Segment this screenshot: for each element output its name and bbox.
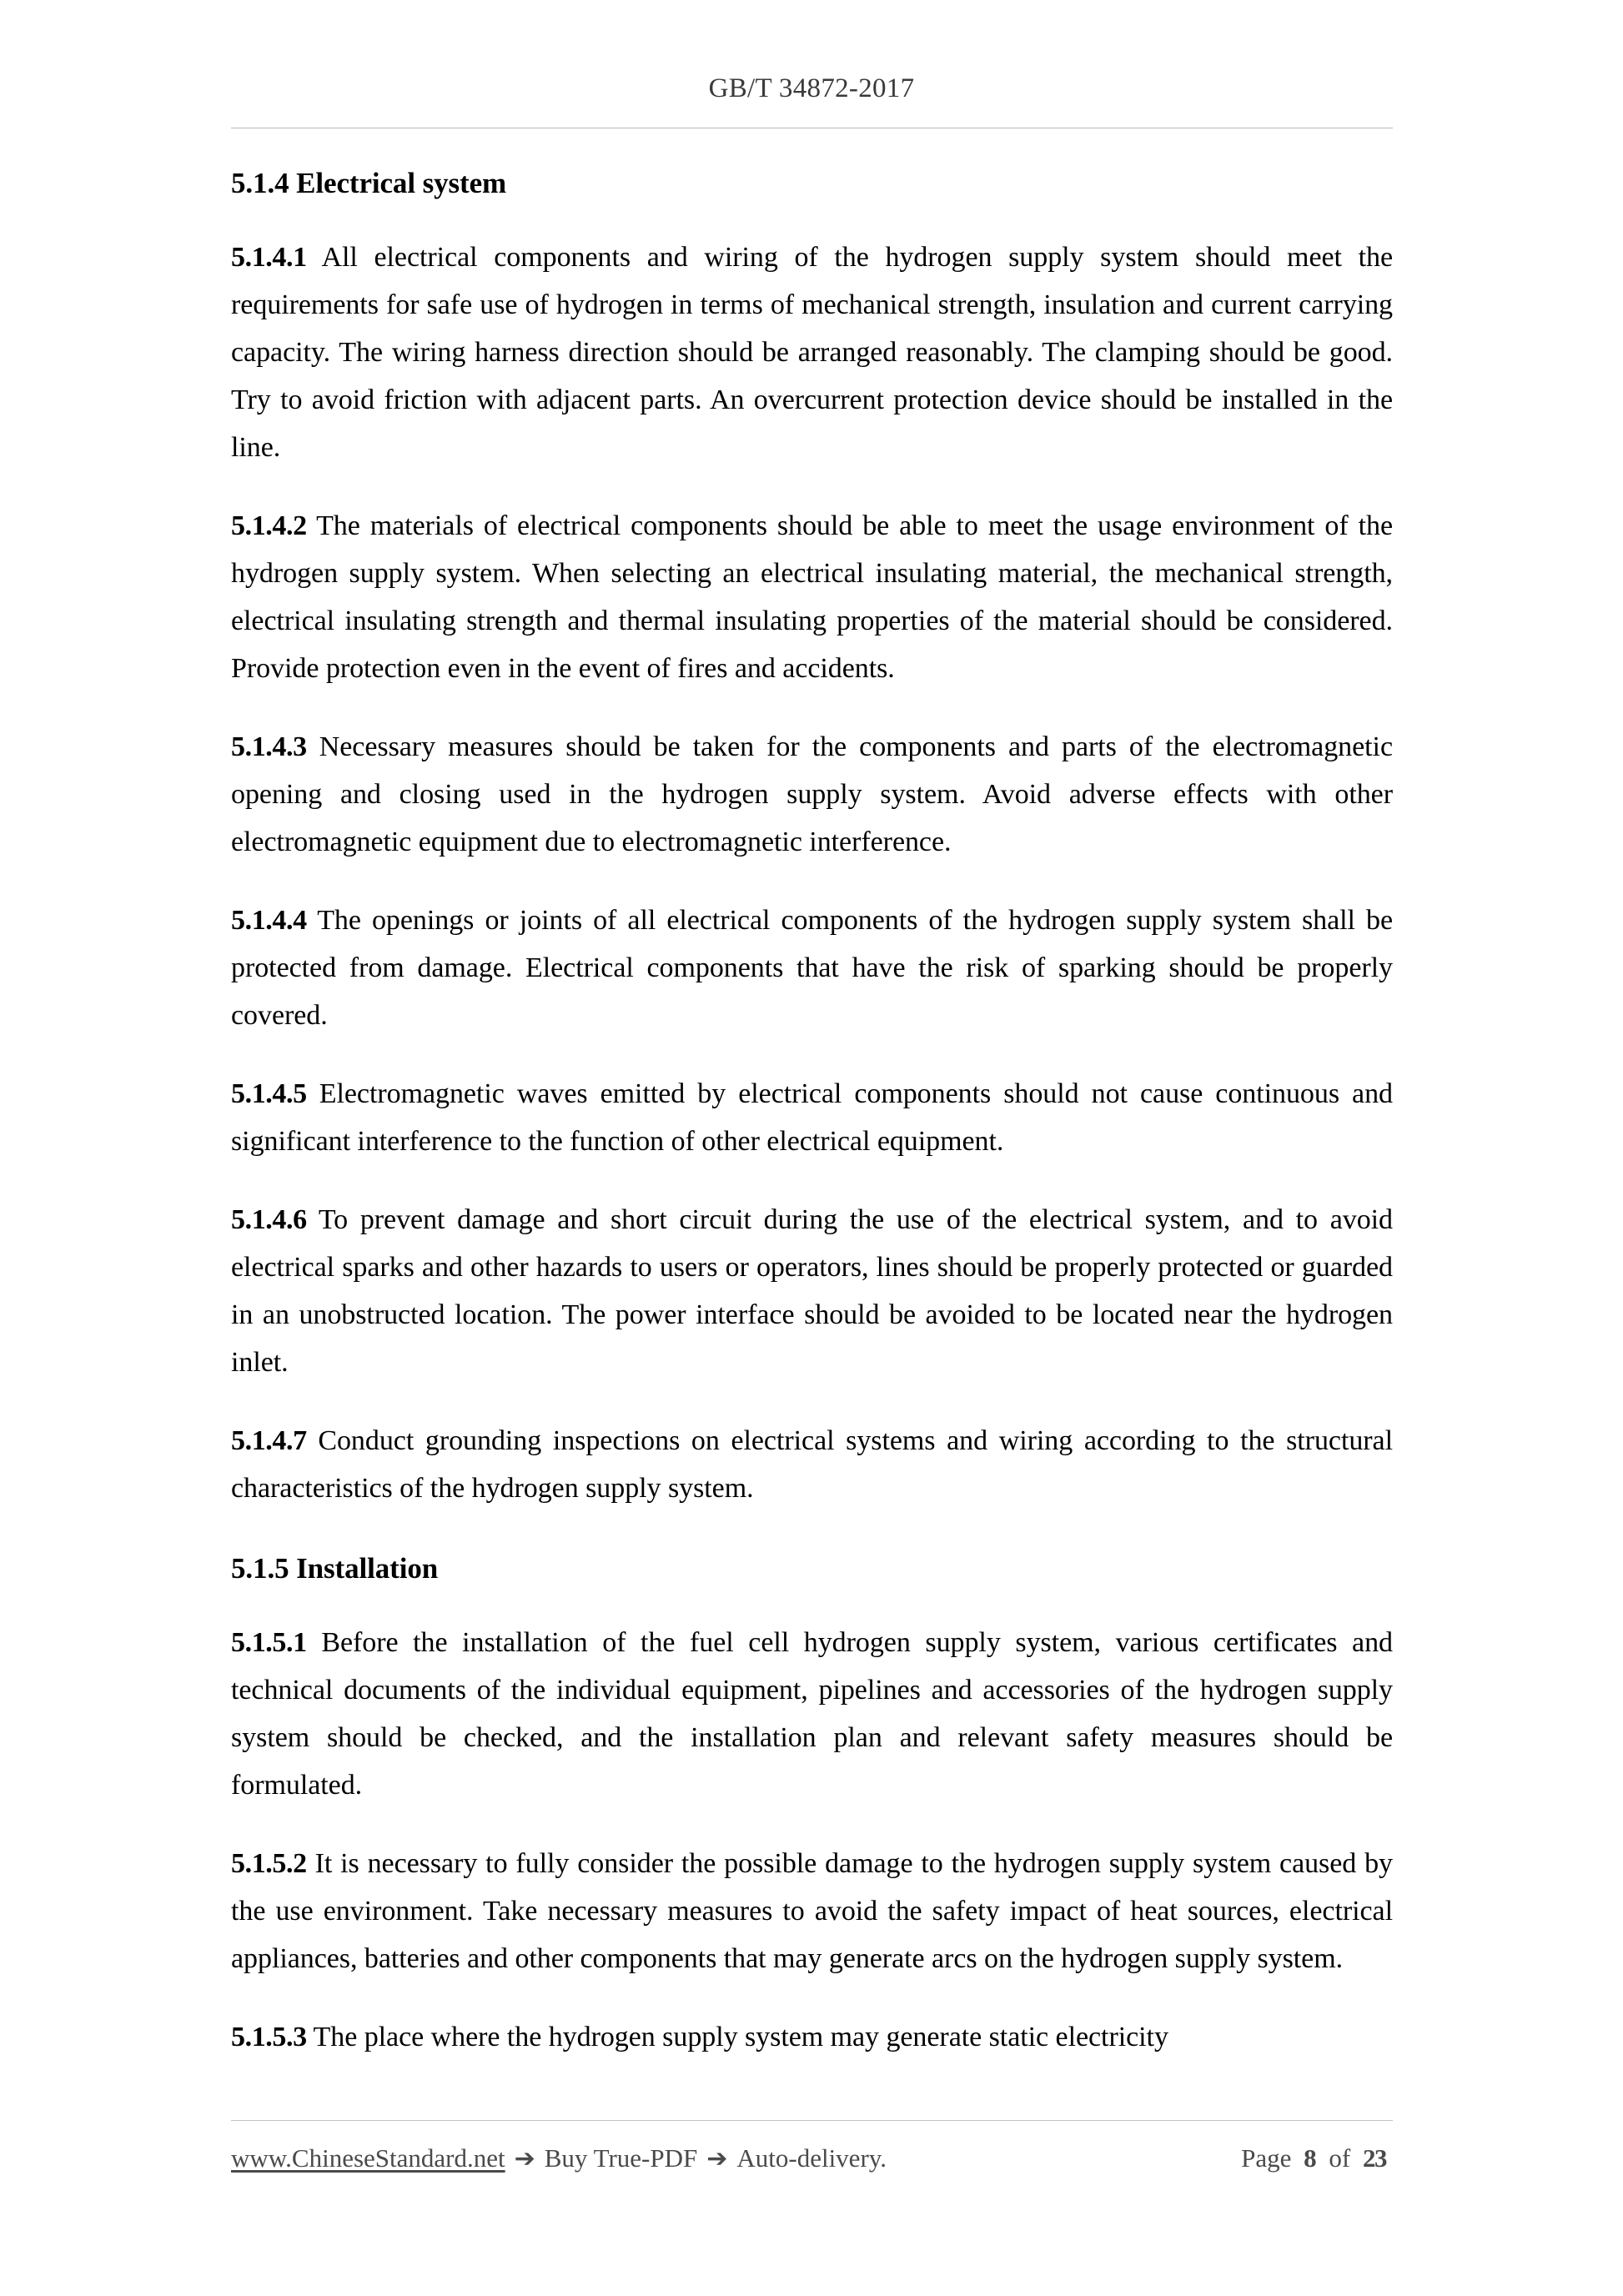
clause-5-1-4-7 [231,1417,1393,1512]
standard-number: GB/T 34872-2017 [708,73,915,103]
clause-text: Conduct grounding inspections on electrical systems and wiring according to the structural characteristics of the hydrogen supply system. [231,1424,1393,1504]
clause-number: 5.1.4.7 [231,1424,307,1456]
clause-number: 5.1.5.3 [231,2021,307,2052]
page-header [231,73,1392,104]
footer-promo [231,2143,887,2173]
clause-number: 5.1.4.1 [231,241,307,273]
heading-electrical-system: 5.1.4 Electrical system [231,167,507,199]
clause-number: 5.1.5.2 [231,1847,307,1879]
clause-number: 5.1.4.2 [231,510,307,541]
page-label: Page [1241,2143,1292,2173]
clause-5-1-5-2 [231,1840,1393,1982]
clause-5-1-4-1 [231,234,1393,471]
page-number: 8 [1304,2143,1317,2173]
auto-delivery-label: Auto-delivery. [736,2143,887,2173]
clause-text: Electromagnetic waves emitted by electrical components should not cause continuous and significant interference to the function of other electrical equipment. [231,1078,1394,1157]
page-footer [231,2138,1393,2179]
buy-true-pdf-label: Buy True-PDF [544,2143,698,2173]
clause-text: The materials of electrical components should be able to meet the usage environment of the hydrogen supply system. When selecting an electrical insulating material, the mechanical strength, electrical insulating strength and thermal insulating properties of the material should be considered. Provide protection even in the event of fires and accidents. [231,510,1393,684]
arrow-right-icon: ➔ [514,2145,535,2173]
clause-number: 5.1.5.1 [231,1626,307,1658]
page-indicator [1241,2143,1393,2173]
clause-number: 5.1.4.3 [231,731,307,762]
clause-5-1-4-6 [231,1196,1393,1386]
page-content [231,165,1393,2061]
clause-5-1-5-3 [231,2013,1393,2061]
clause-text: The place where the hydrogen supply system may generate static electricity [313,2021,1168,2052]
clause-number: 5.1.4.6 [231,1203,307,1235]
footer-divider [231,2120,1393,2121]
chinesestandard-link[interactable]: www.ChineseStandard.net [231,2143,505,2173]
clause-5-1-5-1 [231,1619,1393,1809]
arrow-right-icon: ➔ [706,2145,728,2173]
clause-text: All electrical components and wiring of the hydrogen supply system should meet the requirements for safe use of hydrogen in terms of mechanical strength, insulation and current carrying capacity. The wiring harness direction should be arranged reasonably. The clamping should be good. Try to avoid friction with adjacent parts. An overcurrent protection device should be installed in the line. [231,241,1394,463]
clause-text: It is necessary to fully consider the possible damage to the hydrogen supply system caused by the use environment. Take necessary measures to avoid the safety impact of heat sources, electrical appliances, batteries and other components that may generate arcs on the hydrogen supply system. [231,1847,1394,1974]
clause-number: 5.1.4.5 [231,1078,307,1109]
clause-text: The openings or joints of all electrical components of the hydrogen supply system shall be protected from damage. Electrical components that have the risk of sparking should be properly covered. [231,904,1393,1031]
page-total: 23 [1363,2143,1386,2173]
clause-5-1-4-3 [231,723,1393,866]
clause-5-1-4-5 [231,1070,1393,1165]
clause-number: 5.1.4.4 [231,904,307,936]
of-label: of [1329,2143,1351,2173]
clause-5-1-4-4 [231,897,1393,1039]
heading-installation: 5.1.5 Installation [231,1551,439,1585]
clause-text: Before the installation of the fuel cell hydrogen supply system, various certificates and technical documents of the individual equipment, pipelines and accessories of the hydrogen supply system should be checked, and the installation plan and relevant safety measures should be formulated. [231,1626,1393,1801]
clause-text: To prevent damage and short circuit during the use of the electrical system, and to avoid electrical sparks and other hazards to users or operators, lines should be properly protected or guarded in an unobstructed location. The power interface should be avoided to be located near the hydrogen inlet. [231,1203,1393,1378]
clause-5-1-4-2 [231,502,1393,692]
clause-text: Necessary measures should be taken for the components and parts of the electromagnetic opening and closing used in the hydrogen supply system. Avoid adverse effects with other electromagnetic equipment due to electromagnetic interference. [231,731,1393,857]
